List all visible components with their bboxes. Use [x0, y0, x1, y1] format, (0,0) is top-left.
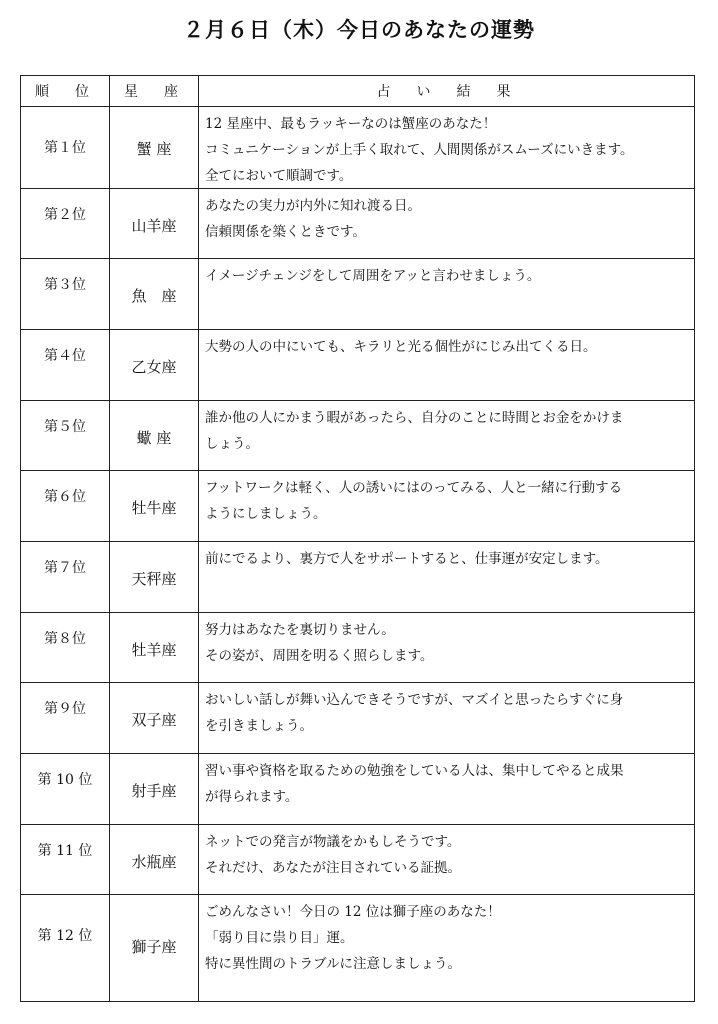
- sign-cell: [110, 471, 199, 542]
- table-row: [21, 825, 695, 895]
- rank-label: 第１位: [44, 140, 86, 156]
- rank-label: 第３位: [44, 277, 86, 293]
- table-row: [21, 259, 695, 330]
- rank-cell: [21, 895, 110, 1002]
- result-cell: [199, 825, 695, 895]
- sign-cell: [110, 895, 199, 1002]
- result-line: ネットでの発言が物議をかもしそうです。: [205, 834, 461, 850]
- rank-cell: [21, 471, 110, 542]
- result-line: おいしい話しが舞い込んできそうですが、マズイと思ったらすぐに身: [205, 692, 624, 708]
- table-row: [21, 542, 695, 613]
- result-cell: [199, 259, 695, 330]
- rank-cell: [21, 825, 110, 895]
- table-row: [21, 683, 695, 754]
- result-line: 大勢の人の中にいても、キラリと光る個性がにじみ出てくる日。: [205, 339, 597, 355]
- rank-cell: [21, 683, 110, 754]
- rank-cell: [21, 542, 110, 613]
- sign-cell: [110, 189, 199, 259]
- sign-label: 蠍 座: [136, 429, 172, 447]
- rank-cell: [21, 613, 110, 683]
- result-cell: [199, 189, 695, 259]
- rank-label: 第 11 位: [37, 843, 93, 859]
- result-line: 「弱り目に祟り目」運。: [205, 930, 354, 946]
- result-line: その姿が、周囲を明るく照らします。: [205, 648, 434, 664]
- result-line: 前にでるより、裏方で人をサポートすると、仕事運が安定します。: [205, 551, 609, 567]
- sign-label: 牡羊座: [131, 641, 177, 659]
- rank-label: 第８位: [44, 631, 86, 647]
- sign-cell: [110, 259, 199, 330]
- sign-cell: [110, 107, 199, 189]
- rank-cell: [21, 401, 110, 471]
- page-title: ２月６日（木）今日のあなたの運勢: [183, 17, 535, 42]
- result-cell: [199, 613, 695, 683]
- result-line: 12 星座中、最もラッキーなのは蟹座のあなた！: [205, 116, 497, 132]
- sign-cell: [110, 613, 199, 683]
- result-cell: [199, 683, 695, 754]
- table-row: [21, 189, 695, 259]
- result-line: を引きましょう。: [205, 718, 313, 734]
- rank-label: 第２位: [44, 207, 86, 223]
- header-rank: 順 位: [21, 76, 110, 107]
- sign-label: 獅子座: [131, 938, 177, 956]
- table-row: [21, 471, 695, 542]
- rank-label: 第４位: [44, 348, 86, 364]
- result-cell: [199, 895, 695, 1002]
- rank-cell: [21, 107, 110, 189]
- result-line: ようにしましょう。: [205, 506, 327, 522]
- table-row: [21, 613, 695, 683]
- rank-label: 第６位: [44, 489, 86, 505]
- rank-label: 第７位: [44, 560, 86, 576]
- sign-cell: [110, 683, 199, 754]
- result-cell: [199, 471, 695, 542]
- rank-cell: [21, 189, 110, 259]
- result-line: 努力はあなたを裏切りません。: [205, 622, 395, 638]
- result-cell: [199, 330, 695, 401]
- header-result: 占 い 結 果: [199, 76, 695, 107]
- result-line: コミュニケーションが上手く取れて、人間関係がスムーズにいきます。: [205, 142, 634, 158]
- result-line: それだけ、あなたが注目されている証拠。: [205, 860, 461, 876]
- sign-cell: [110, 542, 199, 613]
- header-sign: 星 座: [110, 76, 199, 107]
- rank-cell: [21, 259, 110, 330]
- sign-label: 天秤座: [131, 570, 177, 588]
- sign-label: 蟹 座: [136, 140, 172, 158]
- sign-cell: [110, 330, 199, 401]
- sign-label: 双子座: [131, 711, 177, 729]
- result-cell: [199, 401, 695, 471]
- table-row: [21, 895, 695, 1002]
- result-line: 全てにおいて順調です。: [205, 168, 353, 184]
- rank-cell: [21, 330, 110, 401]
- result-cell: [199, 107, 695, 189]
- result-cell: [199, 542, 695, 613]
- sign-cell: [110, 754, 199, 825]
- result-line: フットワークは軽く、人の誘いにはのってみる、人と一緒に行動する: [205, 480, 623, 496]
- sign-label: 乙女座: [131, 358, 177, 376]
- table-row: [21, 754, 695, 825]
- table-row: [21, 330, 695, 401]
- rank-label: 第５位: [44, 419, 86, 435]
- rank-cell: [21, 754, 110, 825]
- table-row: [21, 401, 695, 471]
- result-line: イメージチェンジをして周囲をアッと言わせましょう。: [205, 268, 541, 284]
- result-line: しょう。: [205, 436, 259, 452]
- sign-label: 牡牛座: [131, 499, 177, 517]
- result-line: が得られます。: [205, 789, 299, 805]
- fortune-table: [20, 75, 695, 1002]
- result-cell: [199, 754, 695, 825]
- result-line: あなたの実力が内外に知れ渡る日。: [205, 198, 421, 214]
- sign-label: 射手座: [131, 782, 177, 800]
- sign-label: 山羊座: [131, 217, 177, 235]
- rank-label: 第 10 位: [37, 772, 93, 788]
- result-line: 誰か他の人にかまう暇があったら、自分のことに時間とお金をかけま: [205, 410, 624, 426]
- sign-label: 水瓶座: [131, 853, 177, 871]
- rank-label: 第９位: [44, 701, 86, 717]
- result-line: 信頼関係を築くときです。: [205, 224, 366, 240]
- header-row: [21, 76, 695, 107]
- sign-cell: [110, 825, 199, 895]
- result-line: 習い事や資格を取るための勉強をしている人は、集中してやると成果: [205, 763, 624, 779]
- sign-cell: [110, 401, 199, 471]
- result-line: ごめんなさい！今日の 12 位は獅子座のあなた！: [205, 904, 501, 920]
- sign-label: 魚 座: [131, 287, 177, 305]
- result-line: 特に異性間のトラブルに注意しましょう。: [205, 956, 461, 972]
- table-row: [21, 107, 695, 189]
- rank-label: 第 12 位: [37, 928, 93, 944]
